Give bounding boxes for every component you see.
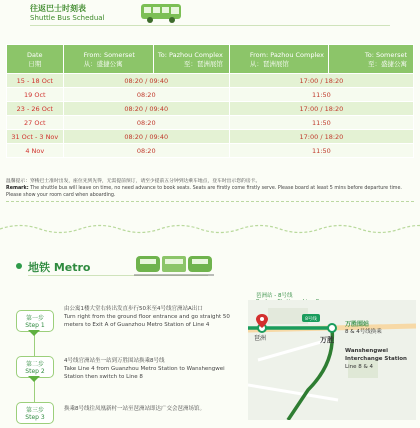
remark-en-body: The shuttle bus will leave on time, no need advance to book seats. Seats are firstly come firstly serve. Please board at least 5 mins before departure time. Please show your room card when aboarding. — [6, 186, 402, 198]
arrow-down-icon — [28, 376, 40, 382]
row-date: 31 Oct - 3 Nov — [7, 130, 64, 144]
row-date: 4 Nov — [7, 144, 64, 158]
wanshengwei-title-cn: 万胜围站 — [345, 321, 370, 328]
col-from-somerset — [63, 45, 153, 74]
row-date: 19 Oct — [7, 88, 64, 102]
row-departure: 08:20 — [63, 144, 229, 158]
table-row — [7, 88, 414, 102]
wanshengwei-interchange-en: Interchange Station — [345, 356, 407, 362]
step-3-en-label: Step 3 — [25, 414, 45, 421]
line8-badge: 8号线 — [305, 317, 317, 322]
step-2-badge — [16, 356, 52, 382]
wanshengwei-name-en: Wanshengwei — [345, 348, 388, 354]
col-from1-cn: 从：盛捷公寓 — [83, 59, 123, 68]
col-from1-en: From: Somerset — [83, 50, 135, 59]
row-return: 17:00 / 18:20 — [229, 102, 413, 116]
col-from-pazhou — [229, 45, 328, 74]
wansheng-label: 万胜 — [320, 336, 334, 344]
col-to-pazhou — [154, 45, 230, 74]
metro-bullet-icon — [16, 263, 22, 269]
shuttle-header — [0, 0, 420, 30]
step-3-badge — [16, 402, 52, 428]
metro-title: 地铁 Metro — [28, 261, 91, 274]
step-1-en-label: Step 1 — [25, 322, 45, 329]
row-date: 15 - 18 Oct — [7, 74, 64, 88]
col-from2-en: From: Pazhou Complex — [249, 50, 325, 59]
wave-divider — [0, 222, 420, 236]
table-header-row — [7, 45, 414, 74]
step-3-cn-label: 第三步 — [25, 407, 44, 414]
schedule-table — [6, 44, 414, 158]
row-departure: 08:20 — [63, 116, 229, 130]
train-icon — [134, 252, 214, 278]
row-departure: 08:20 / 09:40 — [63, 74, 229, 88]
col-from2-cn: 从：琶洲展馆 — [249, 59, 289, 68]
table-row — [7, 102, 414, 116]
row-return: 11:50 — [229, 144, 413, 158]
row-departure: 08:20 / 09:40 — [63, 130, 229, 144]
step-2-en-label: Step 2 — [25, 368, 45, 375]
col-to1-cn: 至：琶洲展馆 — [183, 59, 223, 68]
row-return: 17:00 / 18:20 — [229, 130, 413, 144]
step-1-en: Turn right from the ground floor entrance and go straight 50 meters to Exit A of Guanzhou Metro Station of Line 4 — [64, 314, 230, 328]
header-underline — [30, 25, 390, 26]
row-departure: 08:20 — [63, 88, 229, 102]
row-return: 17:00 / 18:20 — [229, 74, 413, 88]
wansheng-station-dot — [328, 324, 336, 332]
step-2-text — [64, 357, 244, 381]
col-date-en: Date — [27, 50, 43, 59]
step-2-cn: 4号线官洲站坐一站到万胜围站换乘8号线 — [64, 358, 165, 364]
table-row — [7, 130, 414, 144]
row-date: 27 Oct — [7, 116, 64, 130]
step-1-cn-label: 第一步 — [25, 315, 44, 322]
arrow-down-icon — [28, 330, 40, 336]
wanshengwei-lines: Line 8 & 4 — [345, 364, 373, 370]
col-date-cn: 日期 — [28, 59, 42, 68]
col-to-somerset — [328, 45, 413, 74]
row-return: 11:50 — [229, 116, 413, 130]
row-date: 23 - 26 Oct — [7, 102, 64, 116]
step-3-pill — [16, 402, 54, 424]
col-date — [7, 45, 64, 74]
shuttle-title-cn: 往返巴士时刻表 — [30, 4, 86, 13]
step-2-cn-label: 第二步 — [25, 361, 44, 368]
shuttle-title-en: Shuttle Bus Schedual — [30, 14, 105, 22]
wanshengwei-info — [345, 347, 407, 371]
step-1-badge — [16, 310, 52, 336]
table-row — [7, 144, 414, 158]
remark-text — [6, 178, 414, 199]
table-row — [7, 116, 414, 130]
col-to2-cn: 至：盛捷公寓 — [368, 59, 407, 68]
step-2-pill — [16, 356, 54, 378]
step-3-text — [64, 405, 244, 413]
remark-en — [6, 185, 414, 199]
remark-cn: 温馨提示：穿梭巴士准时出发，座位先到先得，无需提前预订，请至少提前五分钟到达乘车地点，登车时出示您的房卡。 — [6, 179, 261, 184]
pazhou-label: 琶洲 — [254, 335, 267, 342]
table-row — [7, 74, 414, 88]
bus-icon — [140, 2, 184, 24]
step-1-pill — [16, 310, 54, 332]
map-line8-cn: 琶洲站 - 8号线 — [256, 293, 293, 299]
row-return: 11:50 — [229, 88, 413, 102]
step-2-en: Take Line 4 from Guanzhou Metro Station to Wanshengwei Station then switch to Line 8 — [64, 366, 225, 380]
remark-en-label: Remark: — [6, 186, 29, 191]
step-1-cn: 由公寓1楼大堂右转出发直步行50米至4号线官洲站A出口 — [64, 306, 203, 312]
row-departure: 08:20 / 09:40 — [63, 102, 229, 116]
col-to2-en: To: Somerset — [364, 50, 407, 59]
step-3-cn: 换乘8号线往凤凰新村一站至琶洲站即达广交会琶洲场馆。 — [64, 406, 206, 412]
wanshengwei-interchange-cn: 8 & 4号线换乘 — [345, 329, 382, 335]
col-to1-en: To: Pazhou Complex — [157, 50, 223, 59]
step-1-text — [64, 305, 244, 329]
divider — [6, 201, 414, 202]
